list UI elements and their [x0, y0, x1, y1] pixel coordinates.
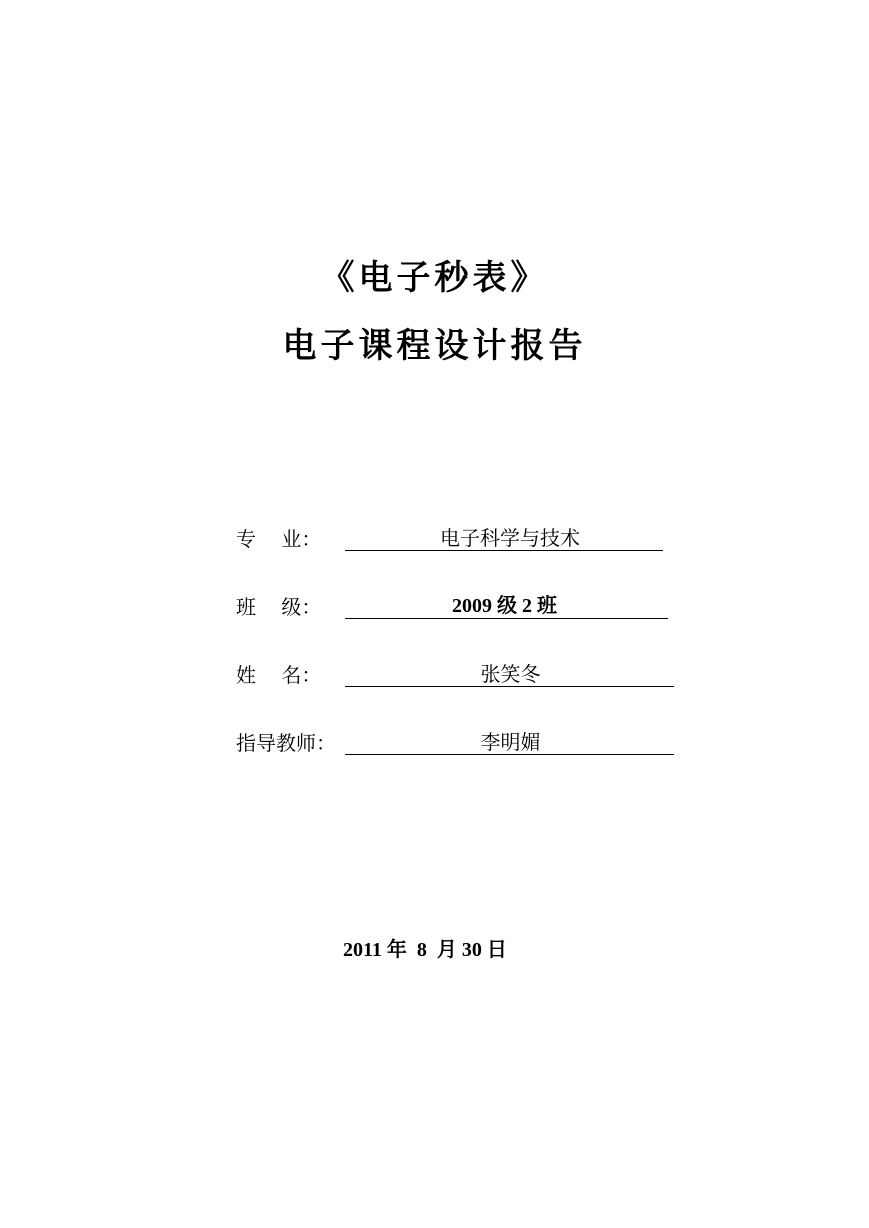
advisor-label: 指导教师： [236, 731, 336, 755]
name-value-line [345, 660, 674, 687]
name-label: 姓 名： [236, 663, 322, 687]
report-title-topic: 《电子秒表》 [320, 258, 549, 298]
major-label: 专 业： [236, 527, 322, 551]
report-title-type: 电子课程设计报告 [282, 326, 587, 366]
class-value: 2009 级 2 班 [452, 595, 557, 617]
report-date: 2011 年 8 月 30 日 [343, 939, 507, 961]
major-value-line [345, 524, 663, 551]
name-value: 张笑冬 [480, 662, 541, 686]
advisor-value-line [345, 728, 674, 755]
major-value: 电子科学与技术 [440, 526, 580, 550]
class-label: 班 级： [236, 595, 322, 619]
class-value-line [345, 592, 668, 619]
advisor-value: 李明媚 [480, 730, 541, 754]
